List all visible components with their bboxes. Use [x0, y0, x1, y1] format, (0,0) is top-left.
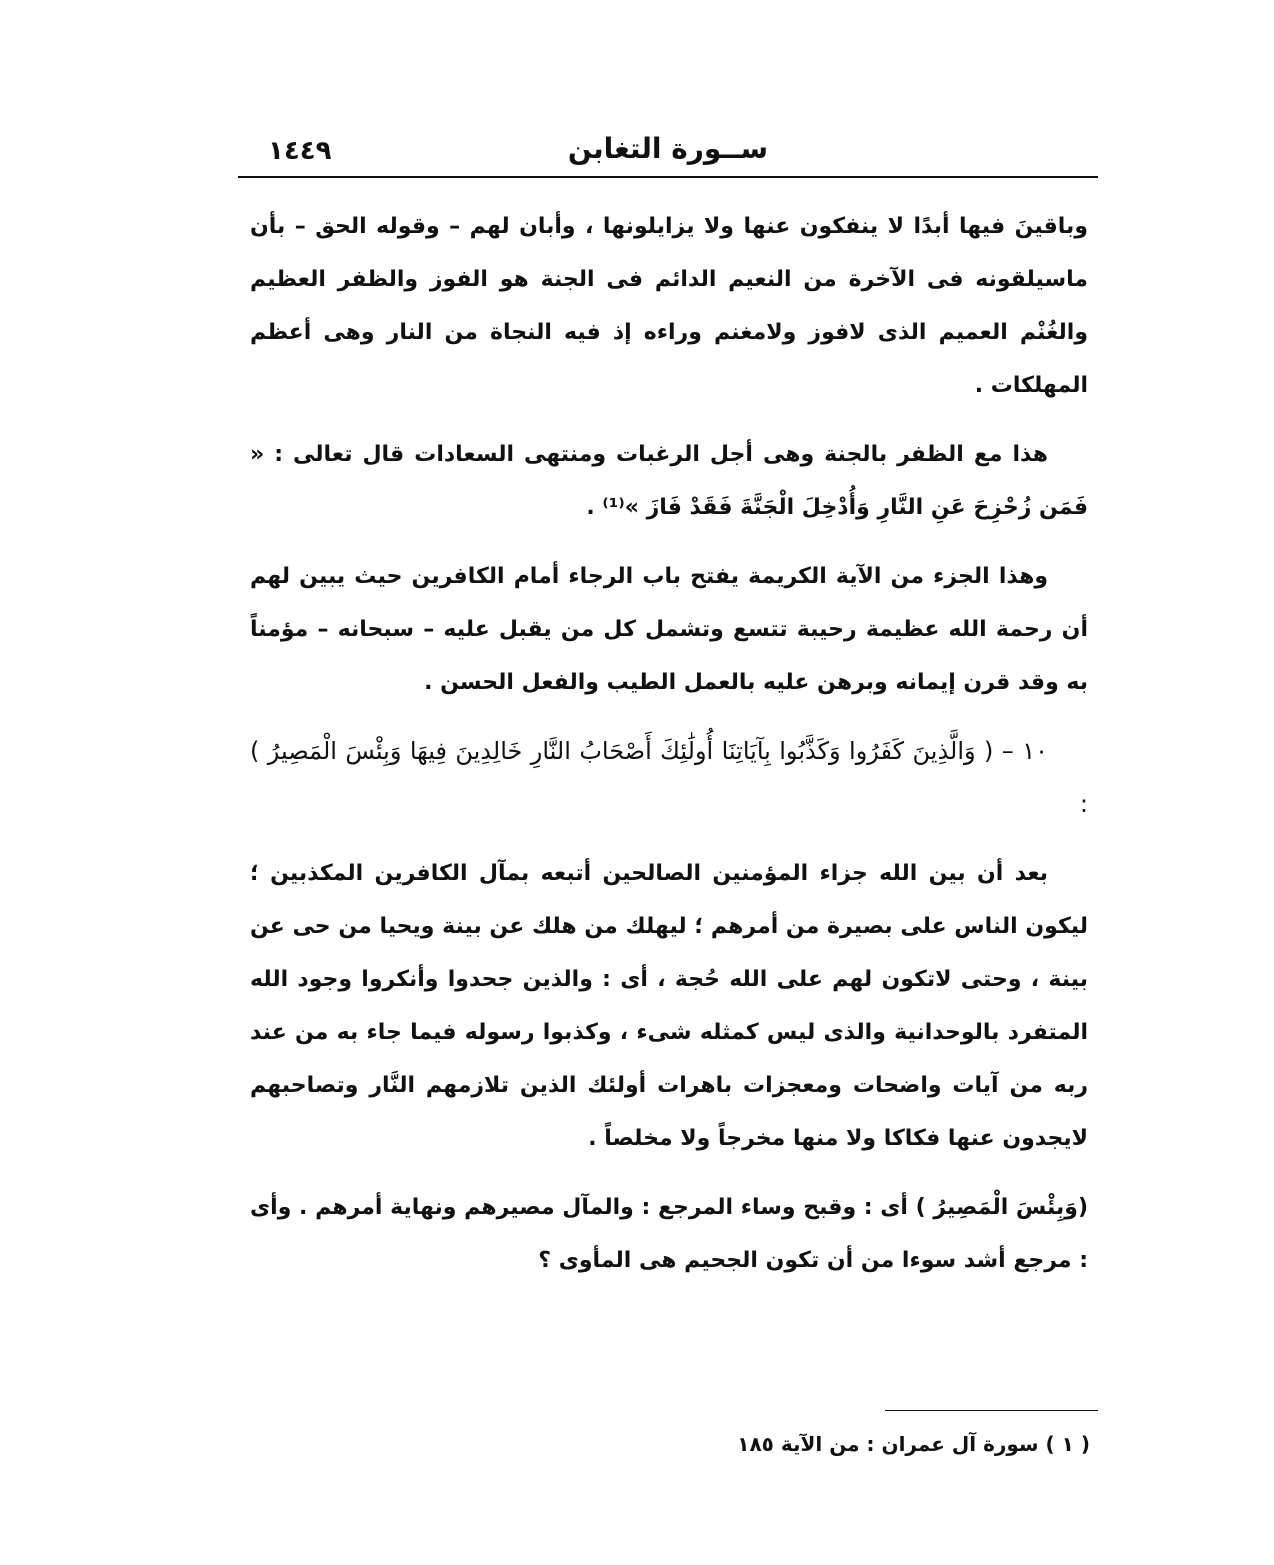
paragraph-1: وباقينَ فيها أبدًا لا ينفكون عنها ولا يزايلونها ، وأبان لهم – وقوله الحق – بأن ماسيلقونه فى الآخرة من النعيم الدائم فى الجنة هو الفوز والظفر العظيم والغُنْم العميم الذى لافوز ولامغنم وراءه إذ فيه النجاة من النار وهى أعظم المهلكات . [250, 214, 1088, 398]
footnote-divider [885, 1410, 1098, 1411]
paragraph-2: هذا مع الظفر بالجنة وهى أجل الرغبات ومنتهى السعادات قال تعالى : « فَمَن زُحْزِحَ عَنِ النَّارِ وَأُدْخِلَ الْجَنَّةَ فَقَدْ فَازَ »⁽¹⁾ . [250, 442, 1088, 520]
paragraph-3: وهذا الجزء من الآية الكريمة يفتح باب الرجاء أمام الكافرين حيث يبين لهم أن رحمة الله عظيمة رحيبة تتسع وتشمل كل من يقبل عليه – سبحانه – مؤمناً به وقد قرن إيمانه وبرهن عليه بالعمل الطيب والفعل الحسن . [250, 564, 1088, 695]
body-text [250, 200, 1088, 1303]
page-header [238, 132, 1098, 172]
page-number: ١٤٤٩ [268, 136, 332, 166]
paragraph-5: (وَبِئْسَ الْمَصِيرُ ) أى : وقبح وساء المرجع : والمآل مصيرهم ونهاية أمرهم . وأى : مرجع أشد سوءا من أن تكون الجحيم هى المأوى ؟ [250, 1195, 1088, 1273]
paragraph-4: بعد أن بين الله جزاء المؤمنين الصالحين أتبعه بمآل الكافرين المكذبين ؛ ليكون الناس على بصيرة من أمرهم ؛ ليهلك من هلك عن بينة ويحيا من حى عن بينة ، وحتى لاتكون لهم على الله حُجة ، أى : والذين جحدوا وأنكروا وجود الله المتفرد بالوحدانية والذى ليس كمثله شىء ، وكذبوا رسوله فيما جاء به من عند ربه من آيات واضحات ومعجزات باهرات أولئك الذين تلازمهم النَّار وتصاحبهم لايجدون عنها فكاكا ولا منها مخرجاً ولا مخلصاً . [250, 861, 1088, 1151]
surah-title: ســورة التغابن [567, 132, 769, 165]
header-divider [238, 176, 1098, 178]
verse-10: ١٠ – ( وَالَّذِينَ كَفَرُوا وَكَذَّبُوا بِآيَاتِنَا أُولَٰئِكَ أَصْحَابُ النَّارِ خَالِدِينَ فِيهَا وَبِئْسَ الْمَصِيرُ ) : [250, 737, 1088, 818]
footnote: ( ١ ) سورة آل عمران : من الآية ١٨٥ [737, 1432, 1090, 1456]
